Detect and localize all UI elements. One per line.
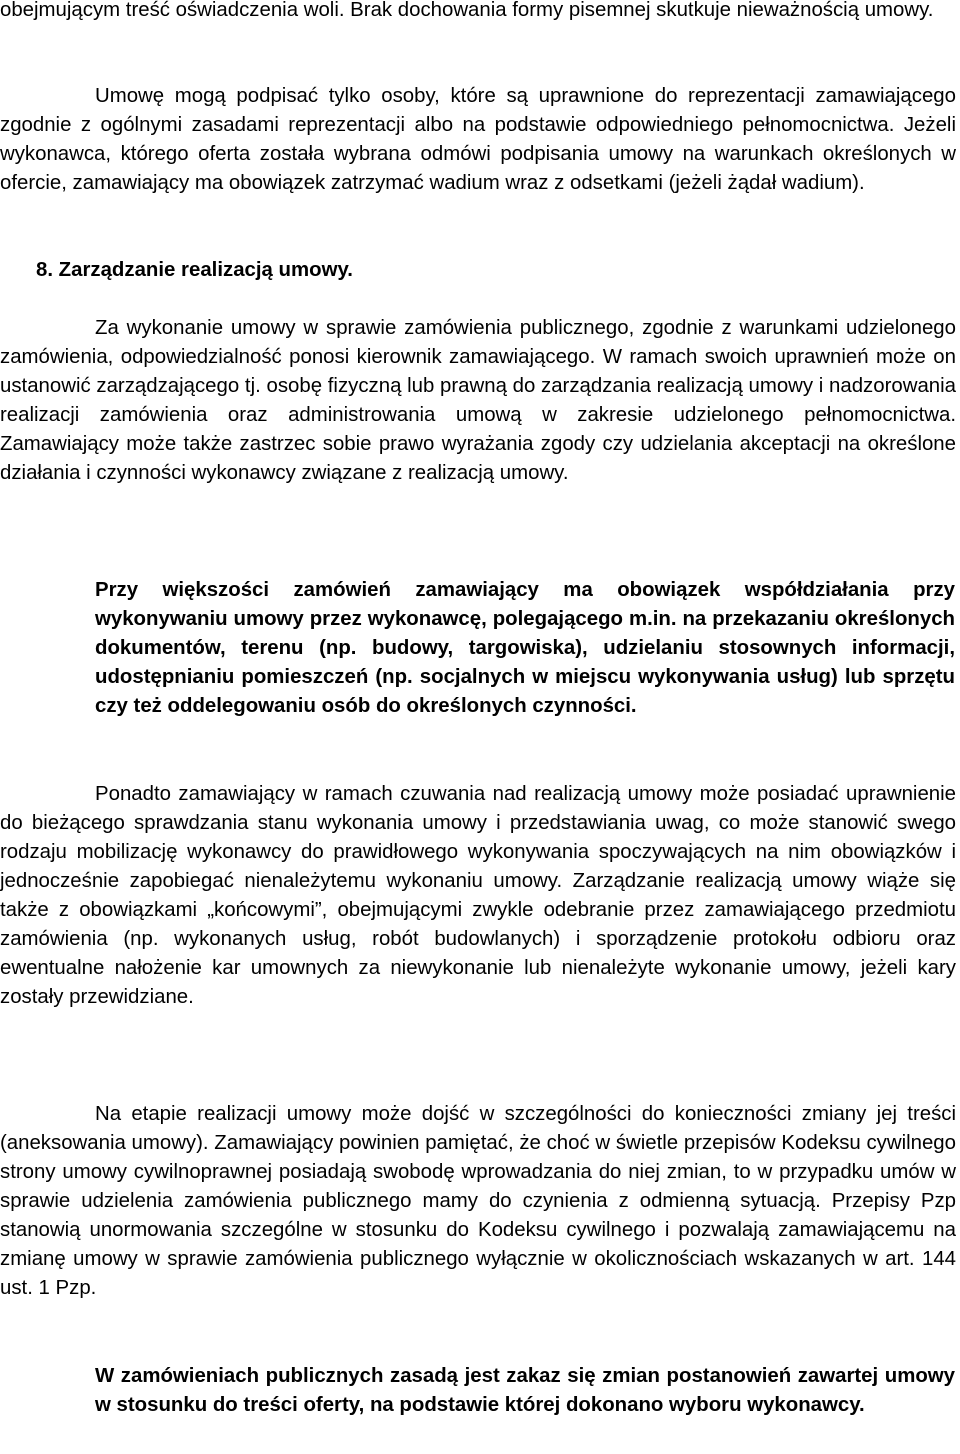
paragraph-amendments: Na etapie realizacji umowy może dojść w szczególności do konieczności zmiany jej treści (aneksowania umowy). Zamawiający powinien pamiętać, że choć w świetle przepisów Kodeksu cywilnego strony umowy cywilnoprawnej posiadają swobodę wprowadzania do niej zmian, to w przypadku umów w sprawie udzielenia zamówienia publicznego mamy do czynienia z odmienną sytuacją. Przepisy Pzp stanowią unormowania szczególne w stosunku do Kodeksu cywilnego i pozwalają zamawiającemu na zmianę umowy w sprawie zamówienia publicznego wyłącznie w okolicznościach wskazanych w art. 144 ust. 1 Pzp. <box>0 1103 956 1299</box>
paragraph-supervision: Ponadto zamawiający w ramach czuwania nad realizacją umowy może posiadać uprawnienie do bieżącego sprawdzania stanu wykonania umowy i przedstawiania uwag, co może stanowić swego rodzaju mobilizację wykonawcy do prawidłowego wykonywania spoczywających na nim obowiązków i jednocześnie zapobiegać nienależytemu wykonaniu umowy. Zarządzanie realizacją umowy wiąże się także z obowiązkami „końcowymi”, obejmującymi zwykle odebranie przez zamawiającego przedmiotu zamówienia (np. wykonanych usług, robót budowlanych) i sporządzenie protokołu odbioru oraz ewentualne nałożenie kar umownych za niewykonanie lub nienależyte wykonanie umowy, jeżeli kary zostały przewidziane. <box>0 783 956 1008</box>
paragraph-signing: Umowę mogą podpisać tylko osoby, które są uprawnione do reprezentacji zamawiającego zgodnie z ogólnymi zasadami reprezentacji albo na podstawie odpowiedniego pełnomocnictwa. Jeżeli wykonawca, którego oferta została wybrana odmówi podpisania umowy na warunkach określonych w ofercie, zamawiający ma obowiązek zatrzymać wadium wraz z odsetkami (jeżeli żądał wadium). <box>0 85 956 194</box>
paragraph-intro: obejmującym treść oświadczenia woli. Brak dochowania formy pisemnej skutkuje nieważnością umowy. <box>0 0 934 21</box>
paragraph-cooperation-bold: Przy większości zamówień zamawiający ma obowiązek współdziałania przy wykonywaniu umowy przez wykonawcę, polegającego m.in. na przekazaniu określonych dokumentów, terenu (np. budowy, targowiska), udzielaniu stosownych informacji, udostępnianiu pomieszczeń (np. socjalnych w miejscu wykonywania usług) lub sprzętu czy też oddelegowaniu osób do określonych czynności. <box>95 579 955 717</box>
section-heading: 8. Zarządzanie realizacją umowy. <box>36 259 353 281</box>
paragraph-prohibition-bold: W zamówieniach publicznych zasadą jest zakaz się zmian postanowień zawartej umowy w stosunku do treści oferty, na podstawie której dokonano wyboru wykonawcy. <box>95 1365 955 1416</box>
paragraph-responsibility: Za wykonanie umowy w sprawie zamówienia publicznego, zgodnie z warunkami udzielonego zamówienia, odpowiedzialność ponosi kierownik zamawiającego. W ramach swoich uprawnień może on ustanowić zarządzającego tj. osobę fizyczną lub prawną do zarządzania realizacją umowy i nadzorowania realizacji zamówienia oraz administrowania umową w zakresie udzielonego pełnomocnictwa. Zamawiający może także zastrzec sobie prawo wyrażania zgody czy udzielania akceptacji na określone działania i czynności wykonawcy związane z realizacją umowy. <box>0 317 956 484</box>
